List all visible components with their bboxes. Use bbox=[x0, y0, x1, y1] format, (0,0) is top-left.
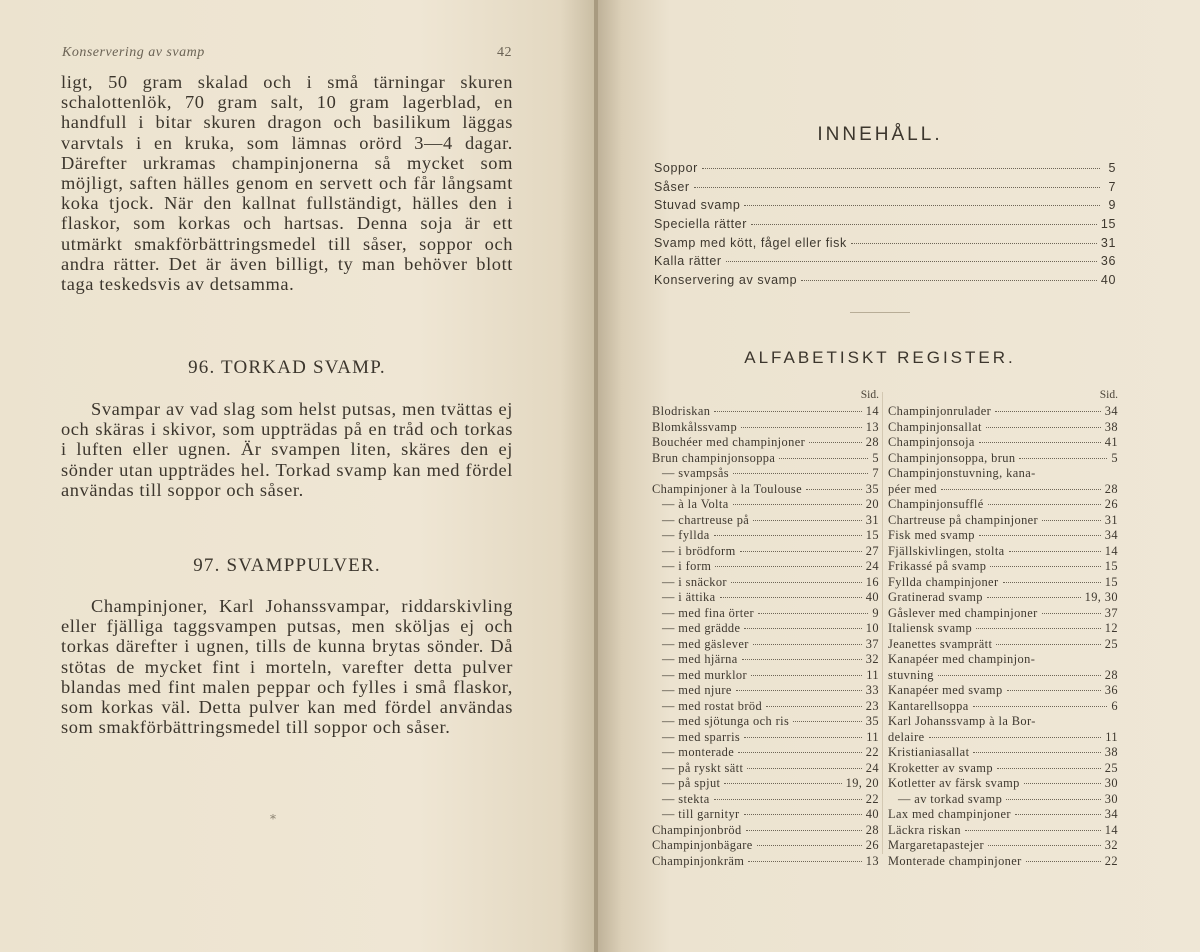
register-entry bbox=[652, 404, 879, 420]
register-entry bbox=[652, 497, 879, 513]
toc-entry bbox=[654, 236, 1116, 255]
entry-label: — i form bbox=[662, 559, 712, 573]
leader-dots bbox=[766, 706, 862, 707]
leader-dots bbox=[714, 535, 862, 536]
entry-label: Champinjonsufflé bbox=[888, 497, 984, 511]
entry-label: Kotletter av färsk svamp bbox=[888, 776, 1020, 790]
entry-label: Brun champinjonsoppa bbox=[652, 450, 776, 465]
register-entry bbox=[888, 807, 1118, 823]
entry-label: — à la Volta bbox=[662, 497, 729, 511]
register-entry bbox=[888, 559, 1118, 575]
toc-entry bbox=[654, 198, 1116, 217]
entry-label: stuvning bbox=[888, 667, 934, 682]
leader-dots bbox=[757, 845, 862, 846]
leader-dots bbox=[793, 721, 862, 722]
entry-page: 28 bbox=[865, 822, 879, 837]
register-entry bbox=[888, 699, 1118, 715]
entry-page: 25 bbox=[1104, 636, 1118, 651]
register-entry bbox=[888, 497, 1118, 513]
register-entry bbox=[888, 776, 1118, 792]
running-head bbox=[62, 45, 512, 61]
entry-label: Såser bbox=[654, 179, 690, 194]
entry-page: 40 bbox=[865, 807, 879, 821]
continuation-text bbox=[61, 72, 513, 294]
entry-page: 36 bbox=[1100, 254, 1116, 269]
entry-label: Champinjonstuvning, kana- bbox=[888, 466, 1036, 480]
toc-entry bbox=[654, 273, 1116, 292]
entry-page: 10 bbox=[865, 621, 879, 635]
entry-label: — i brödform bbox=[662, 543, 736, 558]
section-paragraph-96: Svampar av vad slag som helst putsas, men tvättas ej och skäras i skivor, som uppträdas på en tråd och torkas i luften eller ugnen. Är svampen liten, skäres den ej sönder utan uppträdes hel. Torkad svamp kan med fördel användas till soppor och såser. bbox=[61, 399, 513, 500]
entry-page: 31 bbox=[1100, 235, 1116, 250]
register-entry bbox=[888, 668, 1118, 684]
entry-label: Svamp med kött, fågel eller fisk bbox=[654, 235, 847, 250]
section-heading-96: 96. TORKAD SVAMP. bbox=[188, 357, 386, 378]
register-entry bbox=[888, 528, 1118, 544]
leader-dots bbox=[1042, 520, 1101, 521]
entry-label: Gratinerad svamp bbox=[888, 590, 983, 604]
entry-page: 5 bbox=[1111, 450, 1118, 465]
column-separator bbox=[882, 392, 883, 854]
entry-page: 5 bbox=[1108, 161, 1116, 175]
register-entry bbox=[652, 854, 879, 870]
entry-label: Speciella rätter bbox=[654, 217, 747, 232]
entry-label: Champinjonrulader bbox=[888, 404, 992, 418]
entry-page: 30 bbox=[1104, 776, 1118, 790]
register-entry bbox=[652, 590, 879, 606]
entry-label: Stuvad svamp bbox=[654, 198, 741, 213]
register-entry bbox=[888, 404, 1118, 420]
entry-page: 15 bbox=[1104, 574, 1118, 589]
leader-dots bbox=[941, 489, 1101, 490]
register-entry bbox=[652, 652, 879, 668]
register-entry bbox=[888, 823, 1118, 839]
entry-label: Blodriskan bbox=[652, 404, 711, 418]
register-entry bbox=[652, 776, 879, 792]
entry-page: 11 bbox=[866, 667, 879, 682]
register-title: ALFABETISKT REGISTER. bbox=[744, 348, 1016, 367]
register-entry bbox=[652, 745, 879, 761]
page-number: 42 bbox=[497, 45, 512, 60]
entry-label: Fyllda champinjoner bbox=[888, 574, 999, 589]
entry-label: Bouchéer med champinjoner bbox=[652, 435, 806, 449]
entry-label: Kanapéer med svamp bbox=[888, 683, 1003, 697]
register-entry bbox=[652, 544, 879, 560]
entry-label: Läckra riskan bbox=[888, 822, 961, 837]
entry-page: 9 bbox=[872, 605, 879, 620]
entry-page: 11 bbox=[1105, 729, 1118, 744]
entry-label: Jeanettes svamprätt bbox=[888, 636, 993, 651]
leader-dots bbox=[973, 752, 1100, 753]
entry-label: Italiensk svamp bbox=[888, 621, 973, 635]
register-entry bbox=[652, 621, 879, 637]
leader-dots bbox=[744, 737, 862, 738]
register-entry bbox=[652, 714, 879, 730]
entry-label: Karl Johanssvamp à la Bor- bbox=[888, 714, 1036, 728]
sid-label: Sid. bbox=[860, 389, 879, 401]
leader-dots bbox=[1026, 861, 1101, 862]
entry-page: 7 bbox=[1108, 179, 1116, 194]
entry-label: — i ättika bbox=[662, 590, 716, 604]
register-entry bbox=[652, 730, 879, 746]
leader-dots bbox=[929, 737, 1102, 738]
entry-page: 24 bbox=[865, 559, 879, 573]
entry-label: Champinjonbägare bbox=[652, 838, 753, 852]
entry-page: 33 bbox=[865, 683, 879, 697]
entry-label: Fisk med svamp bbox=[888, 528, 975, 542]
register-entry bbox=[888, 606, 1118, 622]
register-column-2-entries bbox=[888, 404, 1118, 869]
register-entry bbox=[652, 420, 879, 436]
section-text-96 bbox=[61, 399, 513, 500]
entry-page: 14 bbox=[865, 404, 879, 418]
register-entry bbox=[888, 420, 1118, 436]
leader-dots bbox=[996, 644, 1101, 645]
leader-dots bbox=[720, 597, 862, 598]
toc-entry bbox=[654, 254, 1116, 273]
register-entry bbox=[652, 559, 879, 575]
entry-page: 40 bbox=[1100, 273, 1116, 288]
entry-label: Kalla rätter bbox=[654, 254, 722, 269]
entry-label: Kristianiasallat bbox=[888, 745, 970, 759]
leader-dots bbox=[694, 187, 1100, 188]
register-entry bbox=[888, 513, 1118, 529]
entry-label: Monterade champinjoner bbox=[888, 853, 1022, 868]
entry-page: 31 bbox=[1104, 512, 1118, 527]
leader-dots bbox=[742, 659, 862, 660]
entry-label: Champinjonsallat bbox=[888, 419, 982, 434]
entry-label: Kroketter av svamp bbox=[888, 760, 993, 775]
entry-label: Lax med champinjoner bbox=[888, 807, 1011, 821]
leader-dots bbox=[990, 566, 1100, 567]
leader-dots bbox=[1007, 690, 1101, 691]
register-entry bbox=[888, 854, 1118, 870]
entry-page: 38 bbox=[1104, 745, 1118, 759]
entry-label: Kanapéer med champinjon- bbox=[888, 652, 1036, 666]
register-entry bbox=[888, 435, 1118, 451]
register-entry bbox=[652, 807, 879, 823]
entry-label: — med sparris bbox=[662, 729, 741, 744]
entry-page: 19, 30 bbox=[1084, 590, 1118, 604]
leader-dots bbox=[744, 205, 1100, 206]
register-entry bbox=[652, 513, 879, 529]
entry-label: — på spjut bbox=[662, 776, 721, 790]
entry-label: Kantarellsoppa bbox=[888, 698, 969, 713]
leader-dots bbox=[751, 224, 1097, 225]
leader-dots bbox=[1024, 783, 1101, 784]
entry-page: 32 bbox=[865, 652, 879, 666]
entry-page: 11 bbox=[866, 729, 879, 744]
register-entry bbox=[652, 699, 879, 715]
leader-dots bbox=[724, 783, 841, 784]
entry-page: 26 bbox=[1104, 497, 1118, 511]
entry-label: Soppor bbox=[654, 161, 698, 175]
leader-dots bbox=[997, 768, 1101, 769]
leader-dots bbox=[1009, 551, 1101, 552]
entry-label: — med njure bbox=[662, 683, 732, 697]
entry-label: — fyllda bbox=[662, 528, 710, 542]
entry-page: 22 bbox=[1104, 853, 1118, 868]
leader-dots bbox=[988, 845, 1101, 846]
entry-page: 34 bbox=[1104, 404, 1118, 418]
entry-label: Champinjonkräm bbox=[652, 853, 745, 868]
leader-dots bbox=[809, 442, 862, 443]
register-entry bbox=[888, 637, 1118, 653]
register-column-1-entries bbox=[652, 404, 879, 869]
leader-dots bbox=[1015, 814, 1101, 815]
register-entry bbox=[888, 652, 1118, 668]
register-entry bbox=[652, 575, 879, 591]
sid-label: Sid. bbox=[1099, 389, 1118, 401]
entry-label: — med murklor bbox=[662, 667, 748, 682]
entry-page: 23 bbox=[865, 698, 879, 713]
leader-dots bbox=[995, 411, 1101, 412]
entry-label: — av torkad svamp bbox=[898, 791, 1003, 806]
leader-dots bbox=[733, 473, 868, 474]
register-entry bbox=[888, 482, 1118, 498]
register-entry bbox=[652, 466, 879, 482]
entry-page: 14 bbox=[1104, 822, 1118, 837]
section-paragraph-97: Champinjoner, Karl Johanssvampar, riddarskivling eller fjälliga taggsvampen putsas, men sköljas ej och torkas därefter i ugnen, tills de kunna brytas sönder. Då stötas de mycket fint i morteln, varefter detta pulver blandas med fint malen peppar och fylles i små flaskor, som korkas väl. Detta pulver kan med fördel användas som smakförbättringsmedel till soppor och såser. bbox=[61, 596, 513, 738]
entry-page: 30 bbox=[1104, 791, 1118, 806]
entry-page: 35 bbox=[865, 481, 879, 496]
toc-entry bbox=[654, 180, 1116, 199]
leader-dots bbox=[1003, 582, 1101, 583]
entry-page: 22 bbox=[865, 791, 879, 806]
leader-dots bbox=[988, 504, 1101, 505]
register-entry bbox=[888, 838, 1118, 854]
entry-label: péer med bbox=[888, 481, 937, 496]
entry-label: Fjällskivlingen, stolta bbox=[888, 543, 1005, 558]
leader-dots bbox=[736, 690, 862, 691]
entry-page: 34 bbox=[1104, 807, 1118, 821]
entry-label: delaire bbox=[888, 729, 925, 744]
entry-label: Chartreuse på champinjoner bbox=[888, 512, 1039, 527]
entry-page: 28 bbox=[1104, 481, 1118, 496]
register-entry bbox=[888, 451, 1118, 467]
left-page bbox=[0, 0, 596, 952]
entry-label: Champinjonsoppa, brun bbox=[888, 450, 1016, 465]
leader-dots bbox=[740, 551, 862, 552]
leader-dots bbox=[746, 830, 862, 831]
entry-page: 32 bbox=[1104, 838, 1118, 852]
leader-dots bbox=[715, 566, 861, 567]
register-entry bbox=[888, 575, 1118, 591]
register-entry bbox=[888, 714, 1118, 730]
entry-page: 28 bbox=[1104, 667, 1118, 682]
entry-page: 13 bbox=[865, 853, 879, 868]
leader-dots bbox=[779, 458, 868, 459]
register-entry bbox=[652, 761, 879, 777]
entry-label: Champinjoner à la Toulouse bbox=[652, 481, 803, 496]
register-entry bbox=[888, 792, 1118, 808]
entry-label: — stekta bbox=[662, 791, 710, 806]
register-entry bbox=[888, 544, 1118, 560]
leader-dots bbox=[979, 535, 1101, 536]
register-entry bbox=[652, 792, 879, 808]
register-entry bbox=[652, 435, 879, 451]
leader-dots bbox=[976, 628, 1101, 629]
entry-page: 27 bbox=[865, 543, 879, 558]
entry-label: — med fina örter bbox=[662, 605, 755, 620]
leader-dots bbox=[753, 520, 862, 521]
register-entry bbox=[888, 730, 1118, 746]
leader-dots bbox=[1006, 799, 1101, 800]
register-entry bbox=[888, 466, 1118, 482]
leader-dots bbox=[806, 489, 862, 490]
entry-page: 15 bbox=[1100, 217, 1116, 232]
register-entry bbox=[652, 528, 879, 544]
leader-dots bbox=[714, 411, 861, 412]
section-heading-97: 97. SVAMPPULVER. bbox=[193, 555, 381, 576]
register-entry bbox=[888, 761, 1118, 777]
register-column-1 bbox=[652, 389, 879, 869]
entry-page: 5 bbox=[872, 450, 879, 465]
leader-dots bbox=[965, 830, 1101, 831]
register-entry bbox=[652, 838, 879, 854]
entry-page: 41 bbox=[1104, 435, 1118, 449]
leader-dots bbox=[1019, 458, 1107, 459]
register-entry bbox=[652, 451, 879, 467]
entry-label: — till garnityr bbox=[662, 807, 740, 821]
entry-page: 35 bbox=[865, 714, 879, 728]
divider bbox=[850, 312, 910, 313]
register-column-2 bbox=[888, 389, 1118, 869]
entry-page: 25 bbox=[1104, 760, 1118, 775]
entry-label: Champinjonbröd bbox=[652, 822, 742, 837]
leader-dots bbox=[744, 628, 861, 629]
entry-page: 40 bbox=[865, 590, 879, 604]
entry-page: 13 bbox=[865, 419, 879, 434]
leader-dots bbox=[702, 168, 1100, 169]
toc-entry bbox=[654, 161, 1116, 180]
leader-dots bbox=[938, 675, 1101, 676]
entry-page: 20 bbox=[865, 497, 879, 511]
leader-dots bbox=[738, 752, 862, 753]
register-entry bbox=[652, 637, 879, 653]
leader-dots bbox=[733, 504, 862, 505]
entry-label: — med grädde bbox=[662, 621, 741, 635]
entry-page: 14 bbox=[1104, 543, 1118, 558]
entry-label: — på ryskt sätt bbox=[662, 760, 744, 775]
entry-label: Gåslever med champinjoner bbox=[888, 605, 1038, 620]
entry-label: Frikassé på svamp bbox=[888, 559, 987, 573]
ornament: * bbox=[270, 812, 276, 826]
leader-dots bbox=[758, 613, 868, 614]
entry-label: — med sjötunga och ris bbox=[662, 714, 790, 728]
leader-dots bbox=[851, 243, 1097, 244]
entry-page: 37 bbox=[1104, 605, 1118, 620]
table-of-contents bbox=[654, 161, 1116, 292]
entry-page: 28 bbox=[865, 435, 879, 449]
leader-dots bbox=[973, 706, 1108, 707]
entry-page: 31 bbox=[865, 512, 879, 527]
leader-dots bbox=[751, 675, 862, 676]
entry-label: — med rostat bröd bbox=[662, 698, 763, 713]
entry-page: 16 bbox=[865, 574, 879, 589]
register-entry bbox=[652, 683, 879, 699]
section-text-97 bbox=[61, 596, 513, 737]
leader-dots bbox=[748, 861, 861, 862]
entry-page: 9 bbox=[1108, 198, 1116, 213]
leader-dots bbox=[979, 442, 1101, 443]
leader-dots bbox=[1042, 613, 1101, 614]
entry-label: Margaretapastejer bbox=[888, 838, 985, 852]
leader-dots bbox=[714, 799, 862, 800]
entry-page: 34 bbox=[1104, 528, 1118, 542]
entry-page: 7 bbox=[872, 466, 879, 480]
leader-dots bbox=[744, 814, 862, 815]
entry-page: 15 bbox=[865, 528, 879, 542]
entry-label: — med gäslever bbox=[662, 636, 749, 651]
entry-page: 38 bbox=[1104, 419, 1118, 434]
entry-label: — i snäckor bbox=[662, 574, 727, 589]
entry-label: — svampsås bbox=[662, 466, 729, 480]
leader-dots bbox=[731, 582, 862, 583]
entry-page: 37 bbox=[865, 636, 879, 651]
register-entry bbox=[652, 823, 879, 839]
register-entry bbox=[888, 621, 1118, 637]
leader-dots bbox=[987, 597, 1081, 598]
entry-label: — med hjärna bbox=[662, 652, 738, 666]
entry-page: 19, 20 bbox=[845, 776, 879, 790]
running-head-title: Konservering av svamp bbox=[62, 45, 205, 60]
register-entry bbox=[652, 668, 879, 684]
leader-dots bbox=[741, 427, 862, 428]
entry-page: 24 bbox=[865, 760, 879, 775]
leader-dots bbox=[726, 261, 1097, 262]
entry-page: 15 bbox=[1104, 559, 1118, 573]
leader-dots bbox=[753, 644, 862, 645]
register-entry bbox=[652, 606, 879, 622]
register-entry bbox=[652, 482, 879, 498]
entry-page: 6 bbox=[1111, 698, 1118, 713]
entry-page: 12 bbox=[1104, 621, 1118, 635]
entry-label: — monterade bbox=[662, 745, 735, 759]
continuation-paragraph: ligt, 50 gram skalad och i små tärningar skuren schalottenlök, 70 gram salt, 10 gram lagerblad, en handfull i bitar skuren dragon och basilikum läggas varvtals i en kruka, som lämnas orörd 3—4 dagar. Därefter urkramas champinjonerna så mycket som möjligt, saften hälles genom en servett och får långsamt koka tjock. När den kallnat fullständigt, hälles den i flaskor, som korkas och hartsas. Denna soja är ett utmärkt smakförbättringsmedel till såser, soppor och andra rätter. Det är även billigt, ty man behöver blott taga teskedsvis av detsamma. bbox=[61, 72, 513, 295]
toc-entry bbox=[654, 217, 1116, 236]
entry-label: Blomkålssvamp bbox=[652, 419, 738, 434]
entry-page: 26 bbox=[865, 838, 879, 852]
register-entry bbox=[888, 590, 1118, 606]
toc-title: INNEHÅLL. bbox=[817, 124, 943, 145]
entry-page: 36 bbox=[1104, 683, 1118, 697]
entry-label: — chartreuse på bbox=[662, 512, 750, 527]
leader-dots bbox=[747, 768, 861, 769]
register-entry bbox=[888, 683, 1118, 699]
entry-label: Champinjonsoja bbox=[888, 435, 975, 449]
entry-label: Konservering av svamp bbox=[654, 273, 798, 288]
leader-dots bbox=[986, 427, 1101, 428]
leader-dots bbox=[801, 280, 1097, 281]
entry-page: 22 bbox=[865, 745, 879, 759]
register-entry bbox=[888, 745, 1118, 761]
